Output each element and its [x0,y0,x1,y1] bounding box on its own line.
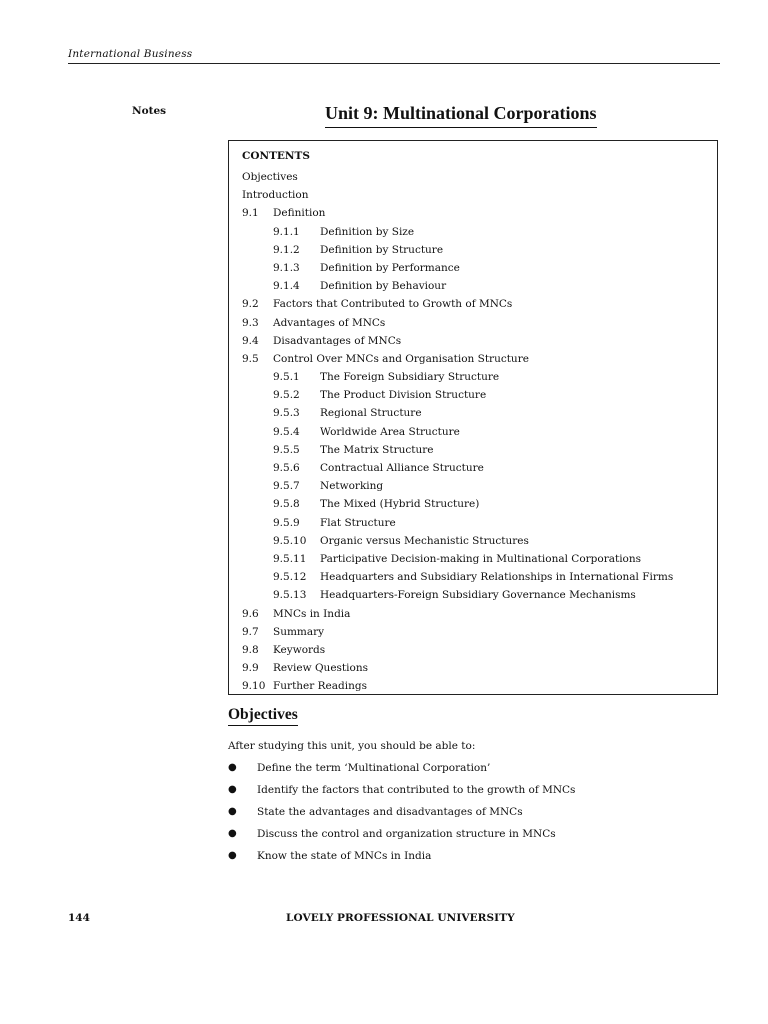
unit-title: Unit 9: Multinational Corporations [325,103,597,128]
toc-item-number: 9.5.9 [273,516,300,529]
toc-item [242,314,673,332]
page-number: 144 [68,912,90,924]
bullet-icon: ● [228,762,237,773]
toc-item-number: 9.5.10 [273,534,307,547]
toc-item [242,586,673,604]
toc-item-text: Keywords [273,643,326,656]
toc-item [242,495,673,513]
toc-item-number: 9.5.5 [273,443,300,456]
toc-item [242,168,673,186]
toc-item [242,532,673,550]
objective-text: Discuss the control and organization structure in MNCs [257,828,556,840]
bullet-icon: ● [228,784,237,795]
contents-box [228,140,718,695]
bullet-icon: ● [228,850,237,861]
toc-item-text: Definition by Behaviour [320,280,447,293]
header-rule [68,63,720,64]
toc-item-text: Regional Structure [320,407,422,420]
toc-item-text: Contractual Alliance Structure [320,462,484,474]
toc-item-text: Factors that Contributed to Growth of MNCs [273,298,513,311]
toc-item-number: 9.10 [242,680,266,693]
toc-item-text: Participative Decision-making in Multinational Corporations [320,552,642,565]
bullet-icon: ● [228,806,237,817]
toc-item [242,241,673,259]
toc-item [242,605,673,623]
toc-item-number: 9.1.1 [273,225,300,238]
contents-heading: CONTENTS [242,150,310,162]
toc-item-number: 9.5.12 [273,571,307,584]
toc-item [242,641,673,659]
toc-item-number: 9.5.7 [273,480,300,493]
toc-item [242,459,673,477]
toc-item-number: 9.5.4 [273,425,300,438]
toc-item-number: 9.9 [242,662,259,675]
toc-item-text: Advantages of MNCs [273,316,386,329]
toc-item-text: MNCs in India [273,607,351,620]
toc-item-number: 9.1 [242,207,259,220]
running-title: International Business [68,48,193,60]
toc-item-number: 9.5.6 [273,462,300,474]
toc-item-text: Networking [320,480,384,493]
toc-item-text: Definition by Performance [320,261,460,274]
toc-item-number: 9.5.3 [273,407,300,420]
toc-item-text: Headquarters-Foreign Subsidiary Governance Mechanisms [320,589,636,602]
toc-item-text: Headquarters and Subsidiary Relationships in International Firms [320,571,674,584]
toc-item [242,568,673,586]
toc-item [242,441,673,459]
toc-item-number: 9.1.3 [273,261,300,274]
toc-item-text: Introduction [242,189,309,202]
toc-item-text: The Matrix Structure [320,443,434,456]
toc-item-number: 9.5 [242,352,259,365]
toc-item [242,659,673,677]
toc-item [242,277,673,295]
objective-text: Identify the factors that contributed to the growth of MNCs [257,784,576,796]
toc-item-text: Objectives [242,171,298,183]
objective-item [228,804,575,826]
toc-item-text: Further Readings [273,680,367,693]
toc-item-number: 9.1.4 [273,280,300,293]
toc-item [242,223,673,241]
toc-item-text: Review Questions [273,662,368,675]
notes-margin-label: Notes [132,105,167,117]
toc-item-number: 9.1.2 [273,243,300,256]
toc-item-number: 9.6 [242,607,259,620]
toc-item-text: Definition [273,207,326,220]
toc-item-text: Worldwide Area Structure [320,425,460,438]
toc-item-text: Disadvantages of MNCs [273,334,402,347]
toc-item-text: Flat Structure [320,516,396,529]
toc-item [242,677,673,695]
toc-item-number: 9.5.11 [273,552,307,565]
toc-item [242,259,673,277]
toc-item-number: 9.3 [242,316,259,329]
objective-text: Know the state of MNCs in India [257,850,432,862]
toc-item-number: 9.8 [242,643,259,656]
objective-item [228,848,575,870]
objective-item [228,760,575,782]
toc-item [242,295,673,313]
objectives-intro: After studying this unit, you should be able to: [228,740,476,752]
toc-item-text: Control Over MNCs and Organisation Structure [273,352,529,365]
toc-item-text: Summary [273,625,325,638]
toc-item [242,550,673,568]
objectives-heading: Objectives [228,706,298,726]
objective-text: Define the term ‘Multinational Corporation’ [257,762,491,774]
toc-item-number: 9.4 [242,334,259,347]
toc-item-number: 9.7 [242,625,259,638]
bullet-icon: ● [228,828,237,839]
objectives-list [228,760,575,870]
toc-item-text: Organic versus Mechanistic Structures [320,534,529,547]
toc-item-number: 9.5.1 [273,371,300,384]
toc-item [242,514,673,532]
toc-item-text: The Product Division Structure [320,389,487,402]
toc-item [242,368,673,386]
objective-item [228,826,575,848]
university-name: LOVELY PROFESSIONAL UNIVERSITY [286,912,515,924]
toc-item-number: 9.5.2 [273,389,300,402]
toc-item-number: 9.5.8 [273,498,300,511]
toc-item-number: 9.2 [242,298,259,311]
toc-item-text: Definition by Size [320,225,415,238]
toc-item [242,186,673,204]
toc-item [242,204,673,222]
toc-item [242,423,673,441]
toc-item [242,623,673,641]
objective-text: State the advantages and disadvantages of MNCs [257,806,523,818]
toc-item [242,332,673,350]
objective-item [228,782,575,804]
toc-item [242,404,673,422]
toc-item-number: 9.5.13 [273,589,307,602]
toc-item [242,350,673,368]
toc-item-text: The Mixed (Hybrid Structure) [320,498,480,511]
toc-item-text: Definition by Structure [320,243,444,256]
toc-item [242,386,673,404]
toc-list [242,168,673,695]
toc-item-text: The Foreign Subsidiary Structure [320,371,500,384]
toc-item [242,477,673,495]
